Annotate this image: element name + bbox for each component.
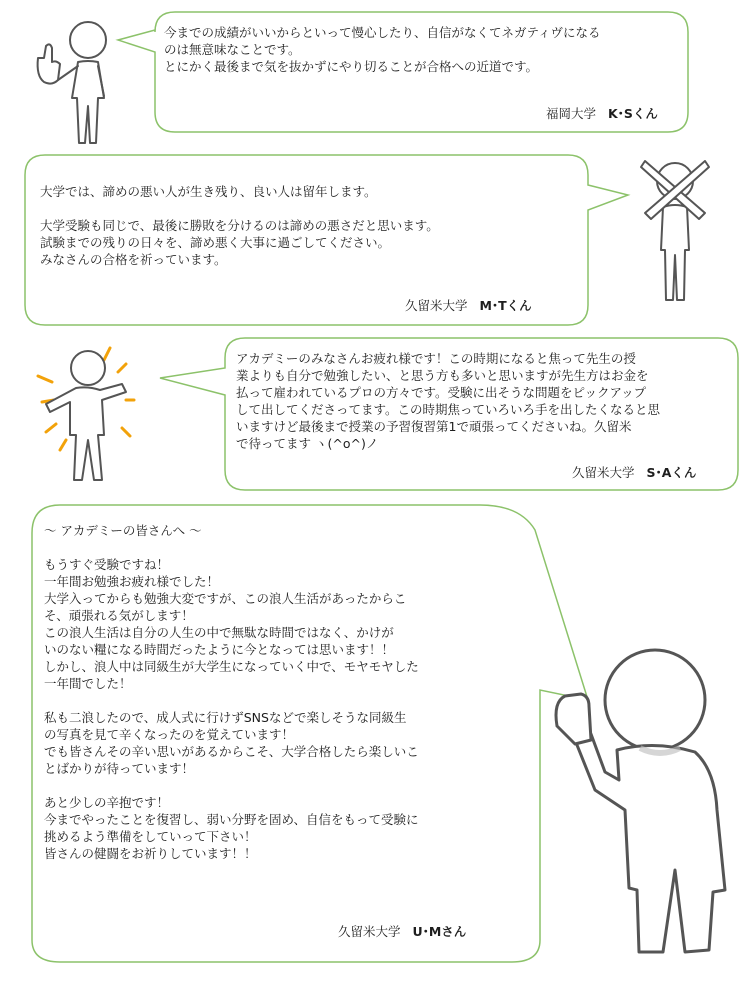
cheering-figure [30,340,160,490]
message-2-text: 大学では、諦めの悪い人が生き残り、良い人は留年します。 大学受験も同じで、最後に勝敗を分けるのは諦めの悪さだと思います。 試験までの残りの日々を、諦め悪く大事に過ごしてください。 みなさんの合格を祈っています。 [40,184,439,267]
message-1-university: 福岡大学 [546,106,597,121]
message-4-university: 久留米大学 [338,924,401,939]
message-4-name: U･Mさん [412,924,467,939]
message-4-text: ～ アカデミーの皆さんへ ～ もうすぐ受験ですね！ 一年間お勉強お疲れ様でした！ 大学入ってからも勉強大変ですが、この浪人生活があったからこ そ、頑張れる気がします！ この浪人生活は自分の人生の中で無駄な時間ではなく、かけが いのない糧になる時間だったように今となっては思います！！ しかし、浪人中は同級生が大学生になっていく中で、モヤモヤした 一年間でした！ 私も二浪したので、成人式に行けずSNSなどで楽しそうな同級生 の写真を見て辛くなったのを覚えています！ でも皆さんその辛い思いがあるからこそ、大学合格したら楽しいこ とばかりが待っています！ あと少しの辛抱です！ 今までやったことを復習し、弱い分野を固め、自信をもって受験に 挑めるよう準備をしていって下さい！ 皆さんの健闘をお祈りしています！！ [44,523,419,861]
message-1-name: K･Sくん [607,106,658,121]
message-2-name: M･Tくん [479,298,532,313]
message-3-university: 久留米大学 [572,465,635,480]
message-2-university: 久留米大学 [405,298,468,313]
message-4-signature [338,922,466,940]
message-2-signature [405,296,532,314]
thumbs-up-figure [30,18,120,148]
message-3-text: アカデミーのみなさんお疲れ様です！この時期になると焦って先生の授 業よりも自分で勉強したい、と思う方も多いと思いますが先生方はお金を 払って雇われているプロの方々です。受験に出そうな問題をピックアップ して出してくださってます。この時期焦っていろいろ手を出したくなると思 いますけど最後まで授業の予習復習第1で頑張ってくださいね。久留米 で待ってます ヽ(^o^)ノ [236,351,661,451]
message-3-name: S･Aくん [646,465,697,480]
crossed-arms-figure [635,155,715,305]
message-1-signature [546,104,658,122]
waving-figure [545,640,745,960]
message-3-signature [572,463,696,481]
message-1-text: 今までの成績がいいからといって慢心したり、自信がなくてネガティヴになる のは無意味なことです。 とにかく最後まで気を抜かずにやり切ることが合格への近道です。 [164,25,601,74]
